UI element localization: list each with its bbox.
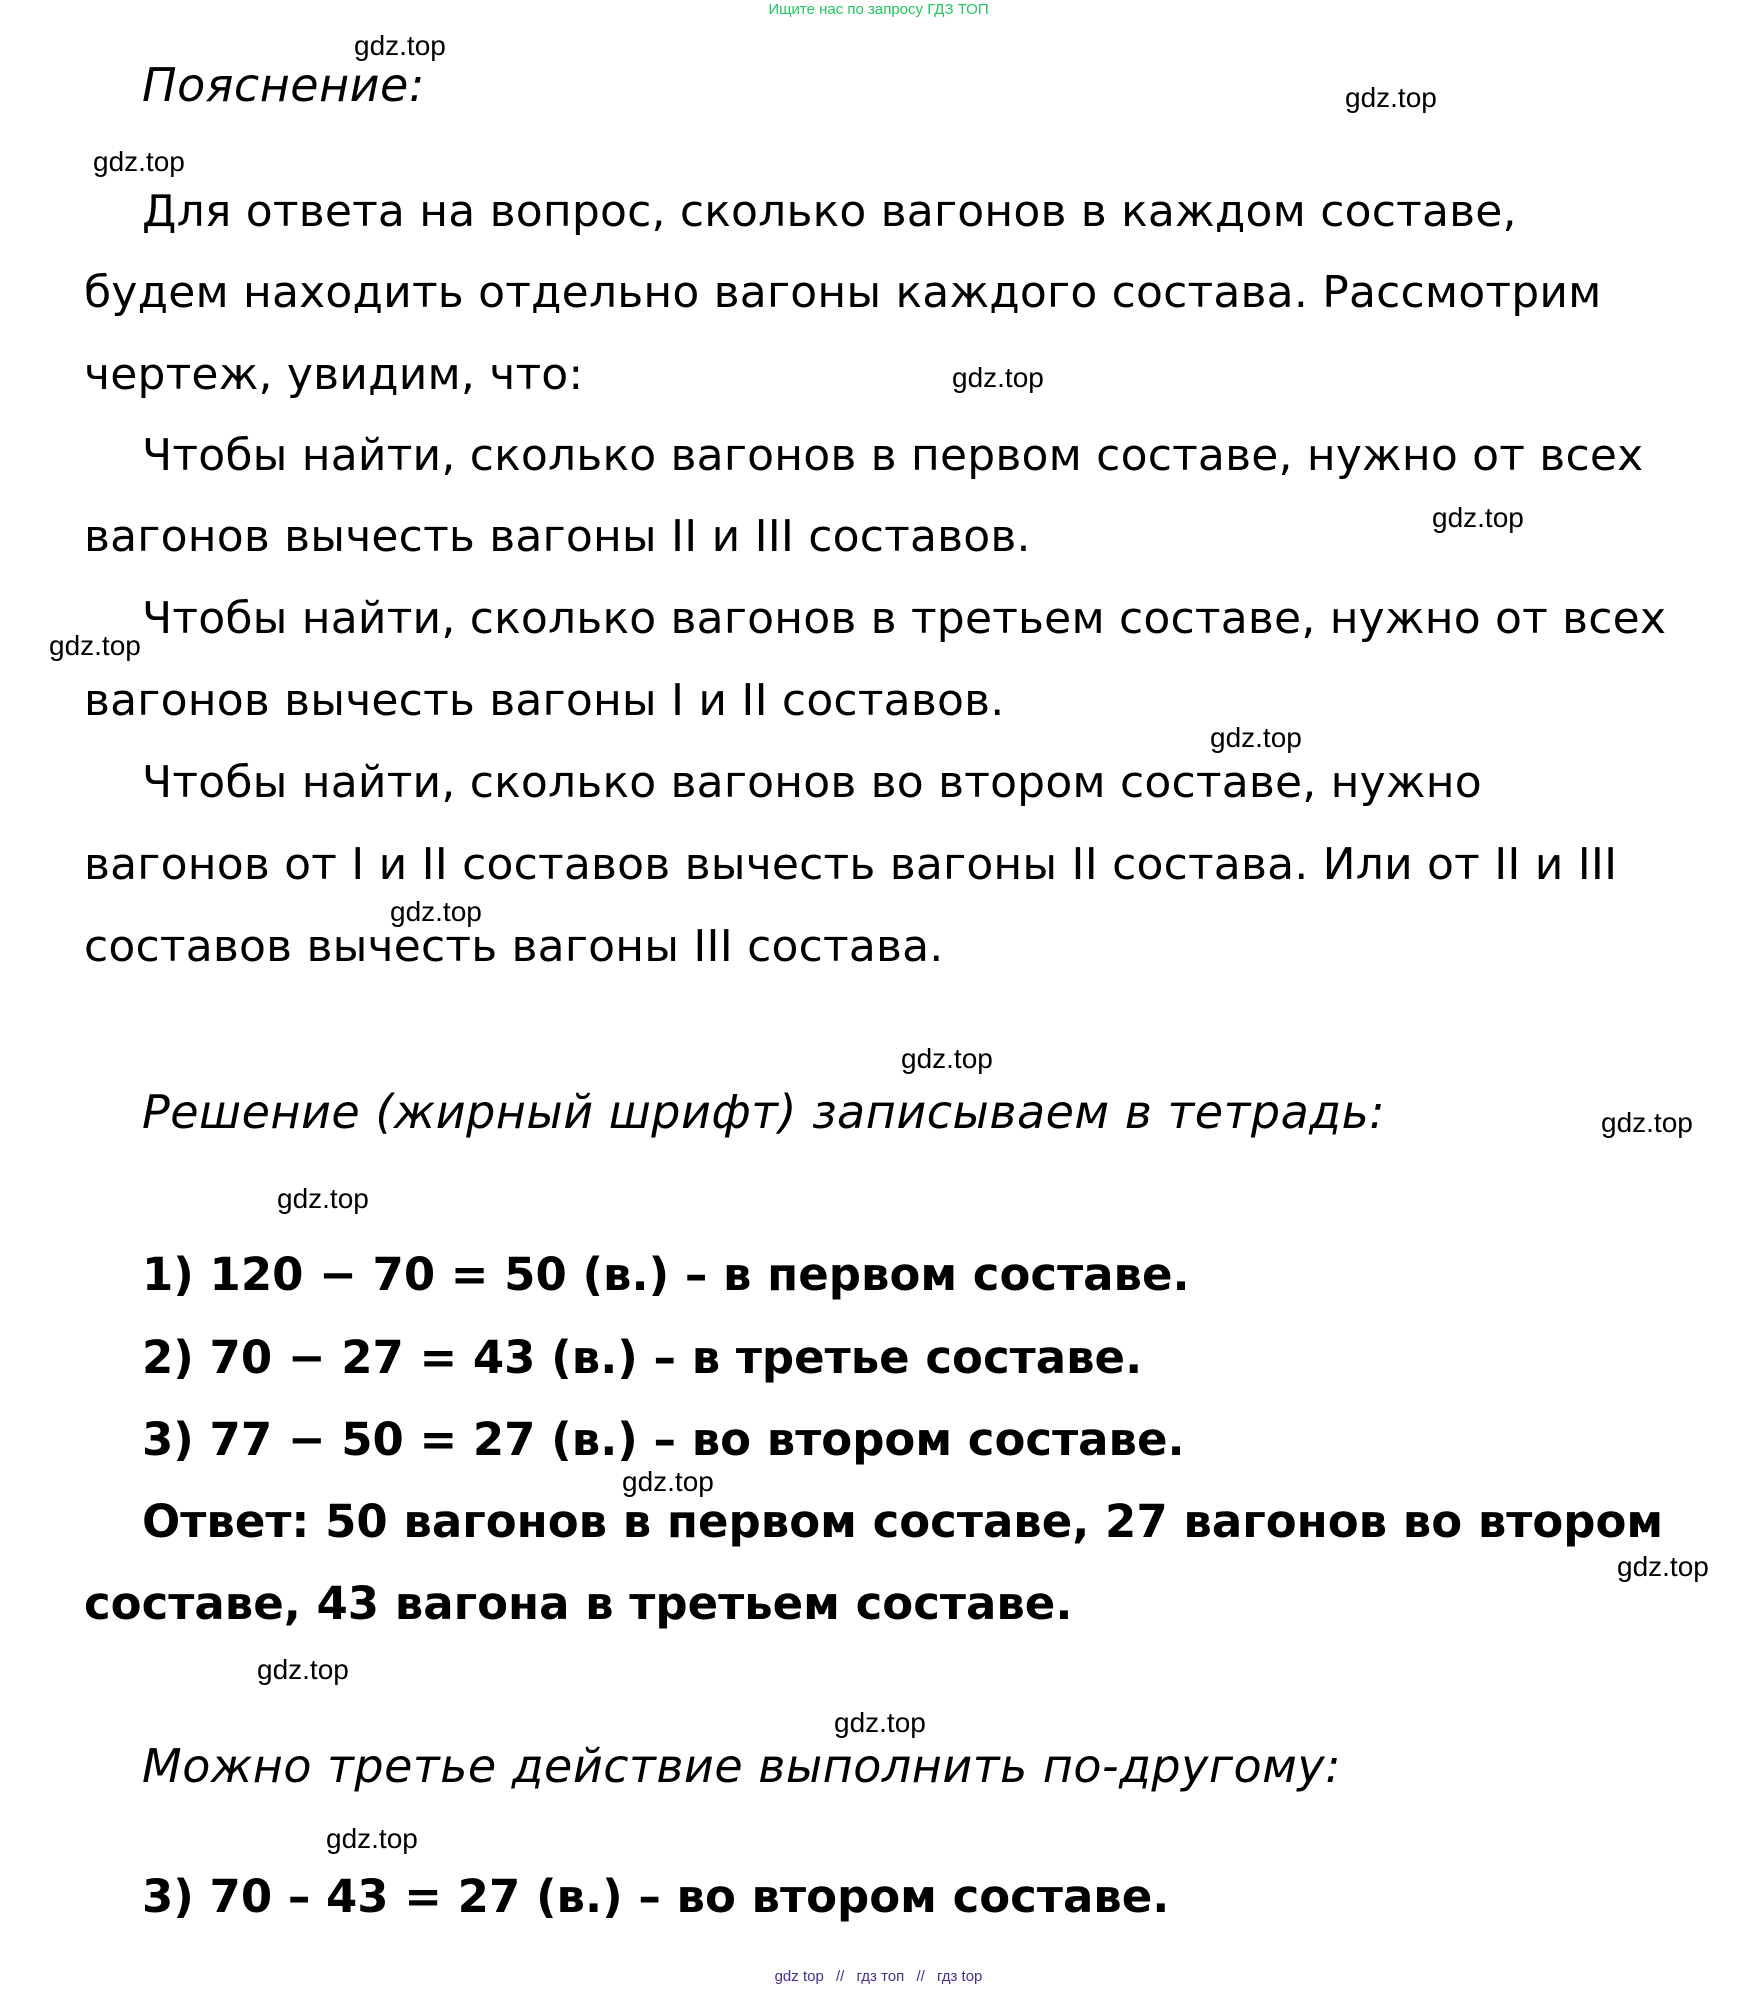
intro-line-2: будем находить отдельно вагоны каждого состава. Рассмотрим (84, 267, 1602, 318)
watermark: gdz.top (834, 1707, 926, 1738)
watermark: gdz.top (952, 362, 1044, 393)
footer-link-gdz-top-mixed[interactable]: гдз top (936, 1968, 983, 1985)
watermark: gdz.top (326, 1823, 418, 1854)
watermark: gdz.top (1210, 722, 1302, 753)
footer-link-gdz-top[interactable]: gdz top (774, 1968, 824, 1985)
solution-step-2: 2) 70 − 27 = 43 (в.) – в третье составе. (142, 1331, 1143, 1384)
footer-separator: // (916, 1968, 925, 1985)
intro-line-1: Для ответа на вопрос, сколько вагонов в каждом составе, (142, 186, 1517, 237)
watermark: gdz.top (390, 896, 482, 927)
watermark: gdz.top (257, 1654, 349, 1685)
third-train-line-1: Чтобы найти, сколько вагонов в третьем составе, нужно от всех (142, 593, 1667, 644)
top-banner: Ищите нас по запросу ГДЗ ТОП (768, 1, 989, 18)
first-train-line-2: вагонов вычесть вагоны II и III составов. (84, 511, 1031, 562)
second-train-line-1: Чтобы найти, сколько вагонов во втором составе, нужно (142, 757, 1482, 808)
footer (0, 1968, 1757, 1985)
solution-title: Решение (жирный шрифт) записываем в тетрадь: (142, 1085, 1386, 1139)
solution-step-1: 1) 120 − 70 = 50 (в.) – в первом составе. (142, 1248, 1190, 1301)
third-train-line-2: вагонов вычесть вагоны I и II составов. (84, 675, 1005, 726)
second-train-line-3: составов вычесть вагоны III состава. (84, 921, 944, 972)
watermark: gdz.top (354, 30, 446, 61)
watermark: gdz.top (1617, 1551, 1709, 1582)
first-train-line-1: Чтобы найти, сколько вагонов в первом составе, нужно от всех (142, 430, 1644, 481)
solution-step-3: 3) 77 − 50 = 27 (в.) – во втором составе. (142, 1413, 1185, 1466)
second-train-line-2: вагонов от I и II составов вычесть вагоны II состава. Или от II и III (84, 839, 1618, 890)
watermark: gdz.top (49, 630, 141, 661)
alternative-step: 3) 70 – 43 = 27 (в.) – во втором составе. (142, 1870, 1170, 1923)
watermark: gdz.top (1432, 502, 1524, 533)
answer-line-1: Ответ: 50 вагонов в первом составе, 27 вагонов во втором (142, 1495, 1664, 1548)
watermark: gdz.top (901, 1043, 993, 1074)
alternative-title: Можно третье действие выполнить по-другому: (142, 1739, 1342, 1793)
answer-line-2: составе, 43 вагона в третьем составе. (84, 1577, 1073, 1630)
footer-separator: // (835, 1968, 845, 1985)
footer-link-gdz-top-ru[interactable]: гдз топ (856, 1968, 905, 1985)
watermark: gdz.top (277, 1183, 369, 1214)
watermark: gdz.top (93, 146, 185, 177)
explanation-title: Пояснение: (142, 58, 425, 112)
watermark: gdz.top (622, 1466, 714, 1497)
watermark: gdz.top (1601, 1107, 1693, 1138)
intro-line-3: чертеж, увидим, что: (84, 349, 584, 400)
watermark: gdz.top (1345, 82, 1437, 113)
